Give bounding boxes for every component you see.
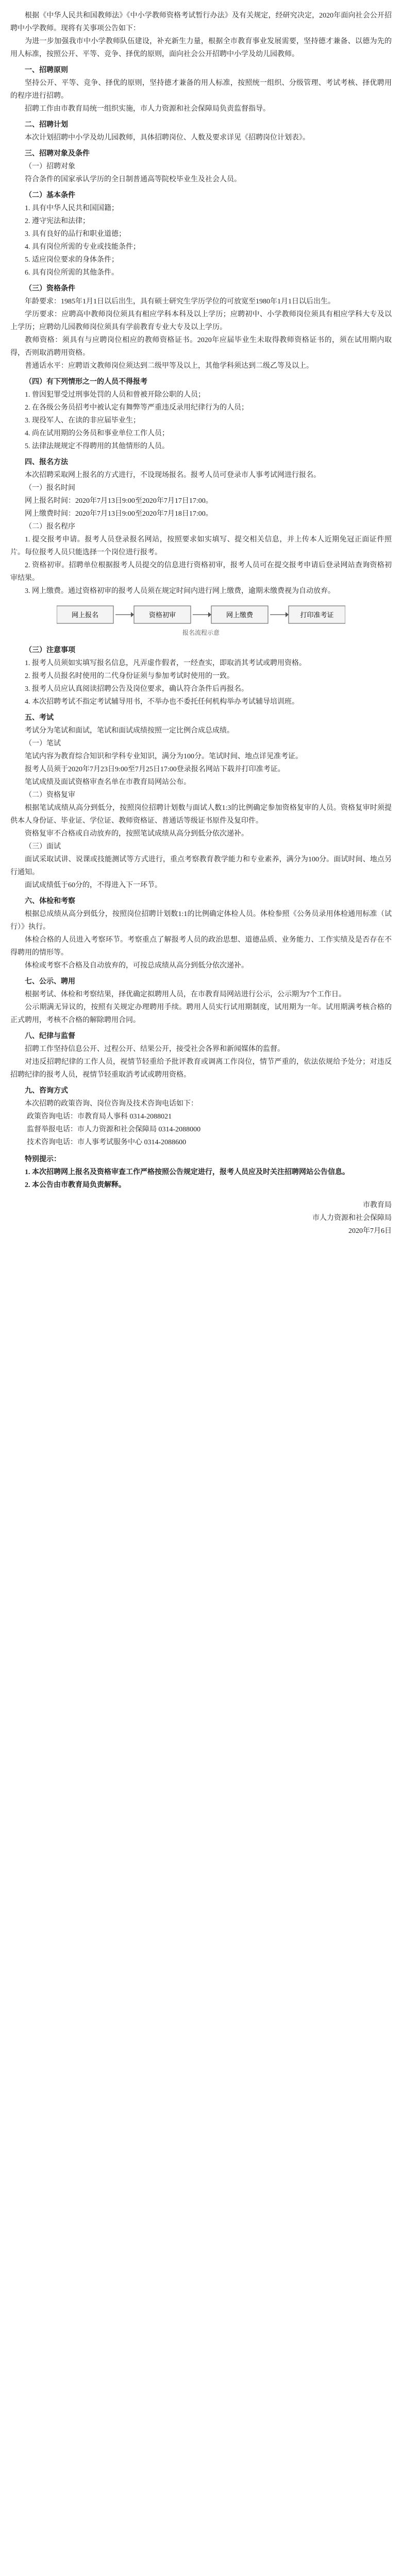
contact-line: 监督举报电话：市人力资源和社会保障局 0314-2088000 bbox=[27, 1126, 201, 1133]
section-heading: 五、考试 bbox=[25, 714, 54, 722]
contact-list bbox=[10, 1110, 392, 1149]
section-heading: 九、咨询方式 bbox=[25, 1087, 68, 1095]
flow-step-label: 网上报名 bbox=[71, 611, 99, 619]
flow-arrow-head bbox=[131, 612, 134, 617]
section-paragraph: 笔试成绩及面试资格审查名单在市教育局网站公布。 bbox=[25, 778, 191, 786]
section-paragraph: 体检合格的人员进入考察环节。考察重点了解报考人员的政治思想、道德品质、业务能力、工作实绩及是否存在不得聘用的情形等。 bbox=[10, 936, 392, 957]
intro-paragraph: 为进一步加强我市中小学教师队伍建设，补充新生力量，根据全市教育事业发展需要，坚持德才兼备、以德为先的用人标准，按照公开、平等、竞争、择优的原则，面向社会公开招聘中小学及幼儿园教师。 bbox=[10, 38, 392, 58]
section-paragraph: 1. 提交报考申请。报考人员登录报名网站，按照要求如实填写、提交相关信息，并上传本人近期免冠正面证件照片。每位报考人员只能选择一个岗位进行报考。 bbox=[10, 536, 392, 556]
section-paragraph: 符合条件的国家承认学历的全日制普通高等院校毕业生及社会人员。 bbox=[25, 176, 241, 183]
section-heading: 七、公示、聘用 bbox=[25, 978, 75, 986]
section-heading: （三）资格条件 bbox=[25, 285, 75, 293]
section-paragraph: 5. 法律法规规定不得聘用的其他情形的人员。 bbox=[25, 443, 169, 450]
section-paragraph: 本次招聘采取网上报名的方式进行，不设现场报名。报考人员可登录市人事考试网进行报名。 bbox=[25, 471, 321, 479]
section-paragraph: （一）招聘对象 bbox=[25, 163, 75, 171]
notice-line: 特别提示： bbox=[25, 1156, 61, 1163]
section-heading: 一、招聘原则 bbox=[25, 66, 68, 74]
section-paragraph: 考试分为笔试和面试，笔试和面试成绩按照一定比例合成总成绩。 bbox=[25, 727, 234, 735]
section-paragraph: 根据考试、体检和考察结果，择优确定拟聘用人员，在市教育局网站进行公示，公示期为7个工作日。 bbox=[25, 991, 346, 998]
section-paragraph: 4. 本次招聘考试不指定考试辅导用书，不举办也不委托任何机构举办考试辅导培训班。 bbox=[25, 698, 299, 706]
section-paragraph: 5. 适应岗位要求的身体条件； bbox=[25, 256, 119, 264]
intro-section bbox=[10, 9, 392, 61]
section-paragraph: 2. 资格初审。招聘单位根据报考人员提交的信息进行资格初审，报考人员可在提交报考申请后登录网站查询资格初审结果。 bbox=[10, 562, 392, 582]
notice-line: 1. 本次招聘网上报名及资格审查工作严格按照公告规定进行，报考人员应及时关注招聘网站公告信息。 bbox=[25, 1168, 349, 1176]
flow-step-label: 资格初审 bbox=[148, 611, 176, 619]
section-heading: 八、纪律与监督 bbox=[25, 1032, 75, 1040]
section-paragraph: 3. 具有良好的品行和职业道德； bbox=[25, 230, 126, 238]
section-heading: 二、招聘计划 bbox=[25, 121, 68, 129]
section-paragraph: 公示期满无异议的，按照有关规定办理聘用手续。聘用人员实行试用期制度，试用期为一年。试用期满考核合格的正式聘用，考核不合格的解除聘用合同。 bbox=[10, 1004, 392, 1024]
section-paragraph: 1. 报考人员须如实填写报名信息，凡弄虚作假者，一经查实，即取消其考试或聘用资格。 bbox=[25, 659, 306, 667]
section-paragraph: 学历要求：应聘高中教师岗位须具有相应学科本科及以上学历；应聘初中、小学教师岗位须具有相应学科大专及以上学历；应聘幼儿园教师岗位须具有学前教育专业大专及以上学历。 bbox=[10, 311, 392, 331]
section-paragraph: （二）报名程序 bbox=[25, 523, 75, 531]
section-paragraph: 体检或考察不合格及自动放弃的，可按总成绩从高分到低分依次递补。 bbox=[25, 962, 248, 970]
section-paragraph: （一）报名时间 bbox=[25, 484, 75, 492]
section-heading: 六、体检和考察 bbox=[25, 897, 75, 905]
section-paragraph: 本次计划招聘中小学及幼儿园教师，具体招聘岗位、人数及要求详见《招聘岗位计划表》。 bbox=[25, 134, 310, 142]
section-heading: （二）基本条件 bbox=[25, 192, 75, 199]
section-heading: （三）注意事项 bbox=[25, 647, 75, 654]
signature-section bbox=[10, 1199, 392, 1238]
sections-container bbox=[10, 64, 392, 1149]
section-paragraph: 1. 具有中华人民共和国国籍； bbox=[25, 205, 119, 212]
section-paragraph: 网上报名时间：2020年7月13日9:00至2020年7月17日17:00。 bbox=[25, 497, 213, 505]
section-paragraph: （二）资格复审 bbox=[25, 791, 75, 799]
section-heading: （四）有下列情形之一的人员不得报考 bbox=[25, 378, 147, 386]
flow-svg bbox=[57, 603, 345, 639]
section-paragraph: 网上缴费时间：2020年7月13日9:00至2020年7月18日17:00。 bbox=[25, 510, 213, 518]
section-paragraph: 3. 网上缴费。通过资格初审的报考人员须在规定时间内进行网上缴费，逾期未缴费视为自动放弃。 bbox=[25, 587, 335, 595]
section-paragraph: 招聘工作由市教育局统一组织实施，市人力资源和社会保障局负责监督指导。 bbox=[25, 105, 270, 113]
notice-line: 2. 本公告由市教育局负责解释。 bbox=[25, 1181, 126, 1189]
notice-section bbox=[10, 1153, 392, 1192]
section-paragraph: 2. 报考人员报名时使用的二代身份证须与参加考试时使用的一致。 bbox=[25, 672, 234, 680]
section-paragraph: 面试采取试讲、说课或技能测试等方式进行，重点考察教育教学能力和专业素养，满分为100分。面试时间、地点另行通知。 bbox=[10, 856, 392, 876]
document-body bbox=[0, 0, 402, 1250]
section-paragraph: 2. 遵守宪法和法律； bbox=[25, 217, 90, 225]
section-paragraph: （一）笔试 bbox=[25, 740, 61, 748]
flow-arrow-head bbox=[208, 612, 211, 617]
section-paragraph: 1. 曾因犯罪受过刑事处罚的人员和曾被开除公职的人员； bbox=[25, 391, 205, 399]
section-paragraph: 3. 报考人员应认真阅读招聘公告及岗位要求，确认符合条件后再报名。 bbox=[25, 685, 248, 693]
section-paragraph: 4. 尚在试用期的公务员和事业单位工作人员； bbox=[25, 430, 169, 437]
section-paragraph: 6. 具有岗位所需的其他条件。 bbox=[25, 269, 119, 277]
section-paragraph: 普通话水平：应聘语文教师岗位须达到二级甲等及以上，其他学科须达到二级乙等及以上。 bbox=[25, 362, 313, 370]
section-paragraph: 笔试内容为教育综合知识和学科专业知识，满分为100分。笔试时间、地点详见准考证。 bbox=[25, 753, 303, 760]
section-paragraph: 4. 具有岗位所需的专业或技能条件； bbox=[25, 243, 140, 251]
registration-flow-diagram bbox=[10, 603, 392, 639]
section-paragraph: 报考人员须于2020年7月23日9:00至7月25日17:00登录报名网站下载并打印准考证。 bbox=[25, 766, 285, 773]
flow-step-label: 打印准考证 bbox=[300, 611, 334, 619]
section-paragraph: 2. 在各级公务员招考中被认定有舞弊等严重违反录用纪律行为的人员； bbox=[25, 404, 248, 412]
signature-line: 市教育局 bbox=[363, 1201, 392, 1209]
section-paragraph: 对违反招聘纪律的工作人员，视情节轻重给予批评教育或调离工作岗位，情节严重的，依法依规给予处分；对违反招聘纪律的报考人员，视情节轻重取消考试或聘用资格。 bbox=[10, 1058, 392, 1079]
section-paragraph: 根据笔试成绩从高分到低分，按照岗位招聘计划数与面试人数1:3的比例确定参加资格复审的人员。资格复审时须提供本人身份证、毕业证、学位证、教师资格证、普通话等级证书原件及复印件。 bbox=[10, 804, 392, 825]
contact-line: 技术咨询电话：市人事考试服务中心 0314-2088600 bbox=[27, 1139, 187, 1146]
intro-paragraph: 根据《中华人民共和国教师法》《中小学教师资格考试暂行办法》及有关规定，经研究决定，2020年面向社会公开招聘中小学教师。现将有关事项公告如下： bbox=[10, 12, 392, 32]
flow-arrow-head bbox=[286, 612, 289, 617]
section-paragraph: 教师资格：须具有与应聘岗位相应的教师资格证书。2020年应届毕业生未取得教师资格证书的，须在试用期内取得，否则取消聘用资格。 bbox=[10, 336, 392, 357]
section-heading: 四、报名方法 bbox=[25, 459, 68, 466]
signature-line: 市人力资源和社会保障局 bbox=[312, 1214, 392, 1222]
signature-line: 2020年7月6日 bbox=[348, 1227, 392, 1235]
contact-line: 政策咨询电话：市教育局人事科 0314-2088021 bbox=[27, 1113, 172, 1121]
flow-step-label: 网上缴费 bbox=[226, 611, 254, 619]
section-paragraph: 坚持公开、平等、竞争、择优的原则，坚持德才兼备的用人标准，按照统一组织、分级管理、考试考核、择优聘用的程序进行招聘。 bbox=[10, 79, 392, 100]
section-paragraph: 资格复审不合格或自动放弃的，按照笔试成绩从高分到低分依次递补。 bbox=[25, 830, 248, 838]
section-paragraph: 面试成绩低于60分的，不得进入下一环节。 bbox=[25, 882, 162, 889]
section-paragraph: 招聘工作坚持信息公开、过程公开、结果公开，接受社会各界和新闻媒体的监督。 bbox=[25, 1045, 284, 1053]
section-paragraph: 本次招聘的政策咨询、岗位咨询及技术咨询电话如下： bbox=[25, 1100, 198, 1108]
section-paragraph: 3. 现役军人、在读的非应届毕业生； bbox=[25, 417, 140, 425]
section-paragraph: 根据总成绩从高分到低分，按照岗位招聘计划数1:1的比例确定体检人员。体检参照《公务员录用体检通用标准（试行）》执行。 bbox=[10, 910, 392, 931]
section-heading: 三、招聘对象及条件 bbox=[25, 150, 90, 158]
section-paragraph: （三）面试 bbox=[25, 843, 61, 851]
flow-caption: 报名流程示意 bbox=[182, 629, 220, 636]
section-paragraph: 年龄要求：1985年1月1日以后出生，具有硕士研究生学历学位的可放宽至1980年1月1日以后出生。 bbox=[25, 298, 335, 306]
